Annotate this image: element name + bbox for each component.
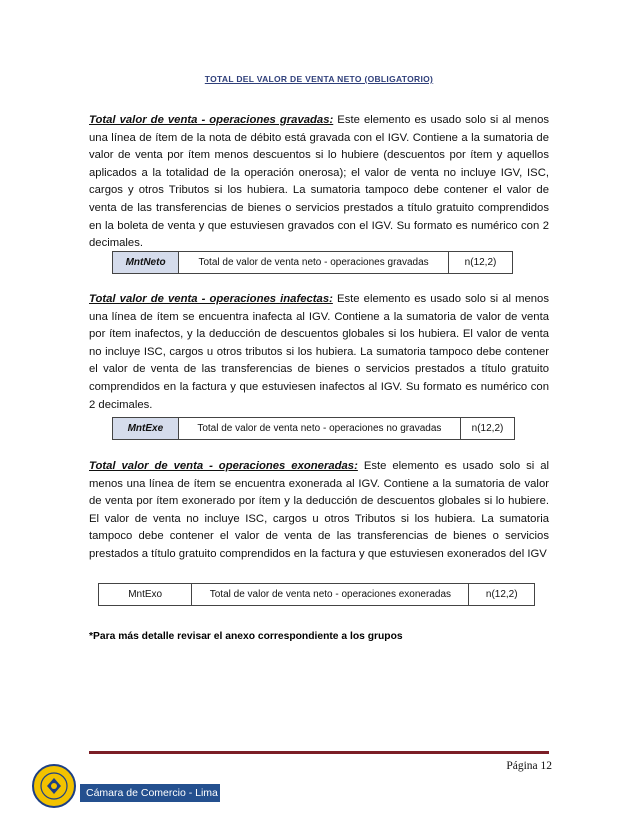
section-body: Este elemento es usado solo si al menos una línea de ítem se encuentra inafecta al IGV. Contiene a la sumatoria de valor de venta por ítem inafectos, y la deducción de descuentos globales si los hubiera. El valor de venta no incluye ISC, cargos u otros tributos si los hubiera. La sumatoria tampoco debe contener el valor de venta de las transferencias de bienes o servicios prestados a título gratuito comprendidos en la factura y que estuviesen inafectos al IGV. Su formato es numérico con 2 decimales. [89, 293, 549, 411]
section-exoneradas [89, 458, 549, 564]
field-table-mntexe [112, 417, 515, 440]
section-lead: Total valor de venta - operaciones exoneradas: [89, 460, 358, 472]
table-row [113, 252, 513, 274]
field-description: Total de valor de venta neto - operaciones exoneradas [192, 584, 469, 606]
field-format: n(12,2) [449, 252, 513, 274]
chamber-seal-icon [32, 764, 76, 808]
page-number: Página 12 [506, 760, 552, 772]
table-row [113, 418, 515, 440]
page-title: TOTAL DEL VALOR DE VENTA NETO (OBLIGATORIO) [204, 74, 434, 84]
section-inafectas [89, 291, 549, 414]
footnote: *Para más detalle revisar el anexo correspondiente a los grupos [89, 631, 403, 642]
field-format: n(12,2) [469, 584, 535, 606]
field-code: MntNeto [113, 252, 179, 274]
field-code: MntExe [113, 418, 179, 440]
section-lead: Total valor de venta - operaciones gravadas: [89, 114, 334, 126]
footer-divider [89, 751, 549, 754]
field-table-mntexo [98, 583, 535, 606]
field-description: Total de valor de venta neto - operaciones no gravadas [178, 418, 460, 440]
field-code: MntExo [99, 584, 192, 606]
section-body: Este elemento es usado solo si al menos una línea de ítem se encuentra exonerada al IGV. Contiene a la sumatoria de valor de venta por ítem exonerado por ítem y la deducción de descuentos globales si lo hubiere. El valor de venta no incluye ISC, cargos u otros Tributos si los hubiera. La sumatoria tampoco debe contener el valor de venta de las transferencias de bienes o servicios prestados a título gratuito comprendidos en la factura y que estuviesen exonerados del IGV [89, 460, 549, 560]
field-table-mntneto [112, 251, 513, 274]
brand-bar: Cámara de Comercio - Lima [80, 784, 220, 802]
section-gravadas [89, 112, 549, 253]
section-lead: Total valor de venta - operaciones inafectas: [89, 293, 333, 305]
field-format: n(12,2) [461, 418, 515, 440]
field-description: Total de valor de venta neto - operaciones gravadas [179, 252, 449, 274]
table-row [99, 584, 535, 606]
section-body: Este elemento es usado solo si al menos una línea de ítem de la nota de débito está gravada con el IGV. Contiene a la sumatoria de valor de venta por ítem menos descuentos si lo hubiere (descuentos por ítem y aquellos aplicados a la totalidad de la operación onerosa); el valor de venta no incluye IGV, ISC, cargos y otros Tributos si los hubiera. La sumatoria tampoco debe contener el valor de venta de las transferencias de bienes o servicios prestados a título gratuito comprendidos en la boleta de venta y que estuviesen gravados con el IGV. Su formato es numérico con 2 decimales. [89, 114, 550, 250]
